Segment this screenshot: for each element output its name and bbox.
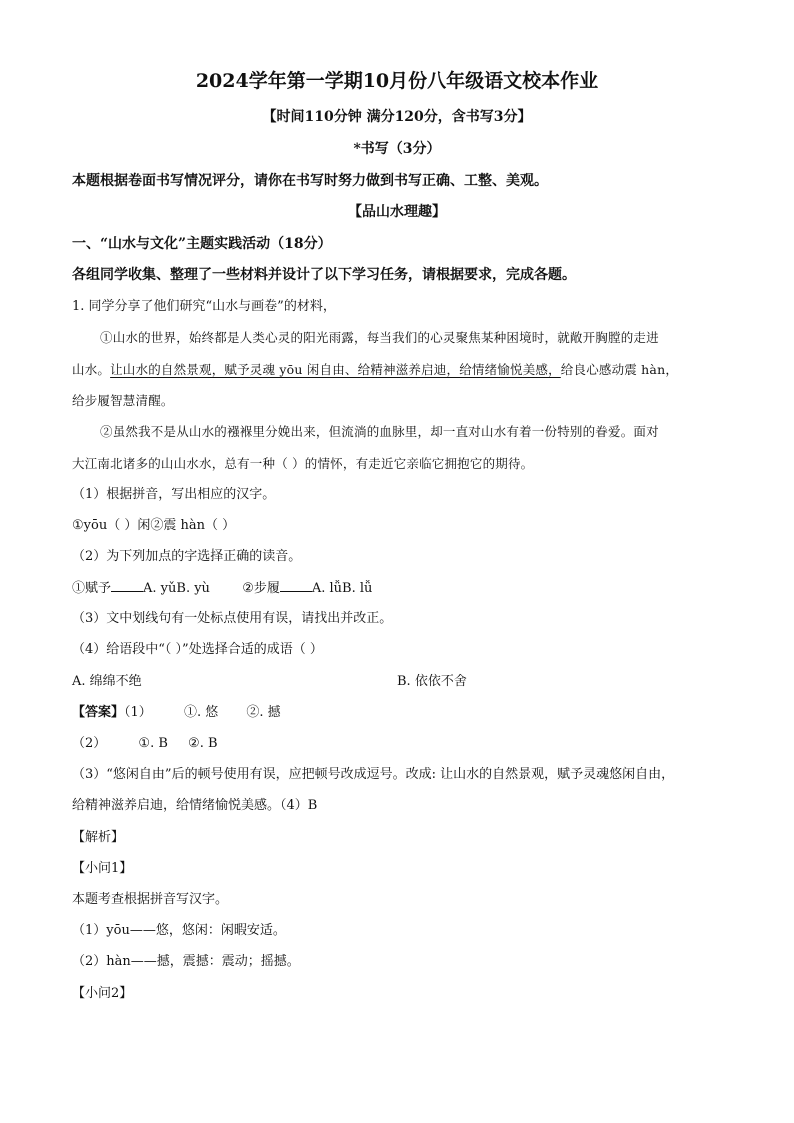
subquestion-1: （1）根据拼音，写出相应的汉字。 — [72, 487, 276, 502]
answer-line-1 — [72, 704, 732, 722]
question-stem: 1. 同学分享了他们研究“山水与画卷”的材料， — [72, 299, 336, 314]
writing-note: 本题根据卷面书写情况评分，请你在书写时努力做到书写正确、工整、美观。 — [72, 173, 548, 189]
underlined-sentence: 让山水的自然景观，赋予灵魂 yōu 闲自由、给精神滋养启迪，给情绪愉悦美感， — [110, 362, 561, 377]
option-word: ②步履 — [242, 581, 280, 596]
exam-meta: 【时间110分钟 满分120分，含书写3分】 — [262, 109, 532, 125]
option-choices: A. lǚB. lǚ — [311, 581, 373, 596]
subquestion-label-1: 【小问1】 — [72, 861, 133, 876]
page-title: 2024学年第一学期10月份八年级语文校本作业 — [195, 70, 599, 92]
passage-line: 给步履智慧清醒。 — [72, 393, 174, 408]
passage-line: ①山水的世界，始终都是人类心灵的阳光雨露，每当我们的心灵聚焦某种困境时，就敞开胸膛的走进 — [100, 330, 659, 345]
answer-item: ①. 悠 — [183, 705, 219, 720]
option-b: B. 依依不舍 — [397, 674, 467, 689]
answer-item: ②. 撼 — [246, 705, 281, 720]
subquestion-4: （4）给语段中“（ ）”处选择合适的成语（ ） — [72, 642, 323, 657]
answer-part: （2） — [72, 736, 107, 751]
section-banner: 【品山水理趣】 — [348, 204, 446, 220]
analysis-label: 【解析】 — [72, 830, 125, 845]
option-a: A. 绵绵不绝 — [72, 674, 142, 689]
analysis-line: （1）yōu——悠，悠闲：闲暇安适。 — [72, 923, 286, 938]
answer-item: ②. B — [188, 736, 218, 751]
writing-title: *书写（3分） — [353, 141, 441, 157]
subquestion-1-blanks: ①yōu（ ）闲②震 hàn（ ） — [72, 518, 236, 533]
passage-text: 给良心感动震 hàn， — [560, 362, 679, 377]
subquestion-3: （3）文中划线句有一处标点使用有误，请找出并改正。 — [72, 611, 393, 626]
analysis-intro: 本题考查根据拼音写汉字。 — [72, 892, 229, 907]
answer-blank[interactable] — [111, 579, 143, 592]
subquestion-2: （2）为下列加点的字选择正确的读音。 — [72, 549, 302, 564]
answer-label: 【答案】 — [72, 705, 125, 720]
answer-line-4: 给精神滋养启迪，给情绪愉悦美感。（4）B — [72, 798, 318, 813]
passage-line — [72, 361, 732, 379]
analysis-line: （2）hàn——撼，震撼：震动；摇撼。 — [72, 954, 300, 969]
answer-blank[interactable] — [280, 579, 312, 592]
subquestion-label-2: 【小问2】 — [72, 986, 133, 1001]
option-choices: A. yǔB. yù — [143, 581, 210, 596]
answer-line-2 — [72, 735, 732, 753]
option-word: ①赋予 — [72, 581, 112, 596]
subquestion-2-options — [72, 579, 732, 598]
passage-text: 山水。 — [72, 362, 111, 377]
answer-part: （1） — [124, 705, 152, 720]
section-title: 一、“山水与文化”主题实践活动（18分） — [72, 236, 332, 252]
answer-line-3: （3）“悠闲自由”后的顿号使用有误，应把顿号改成逗号。改成: 让山水的自然景观，赋予灵魂悠闲自由， — [72, 767, 675, 782]
section-intro: 各组同学收集、整理了一些材料并设计了以下学习任务，请根据要求，完成各题。 — [72, 267, 576, 283]
passage-line: 大江南北诸多的山山水水，总有一种（ ）的情怀，有走近它亲临它拥抱它的期待。 — [72, 456, 534, 471]
passage-line: ②虽然我不是从山水的襁褓里分娩出来，但流淌的血脉里，却一直对山水有着一份特别的眷爱。面对 — [100, 424, 659, 439]
answer-item: ①. B — [138, 736, 168, 751]
